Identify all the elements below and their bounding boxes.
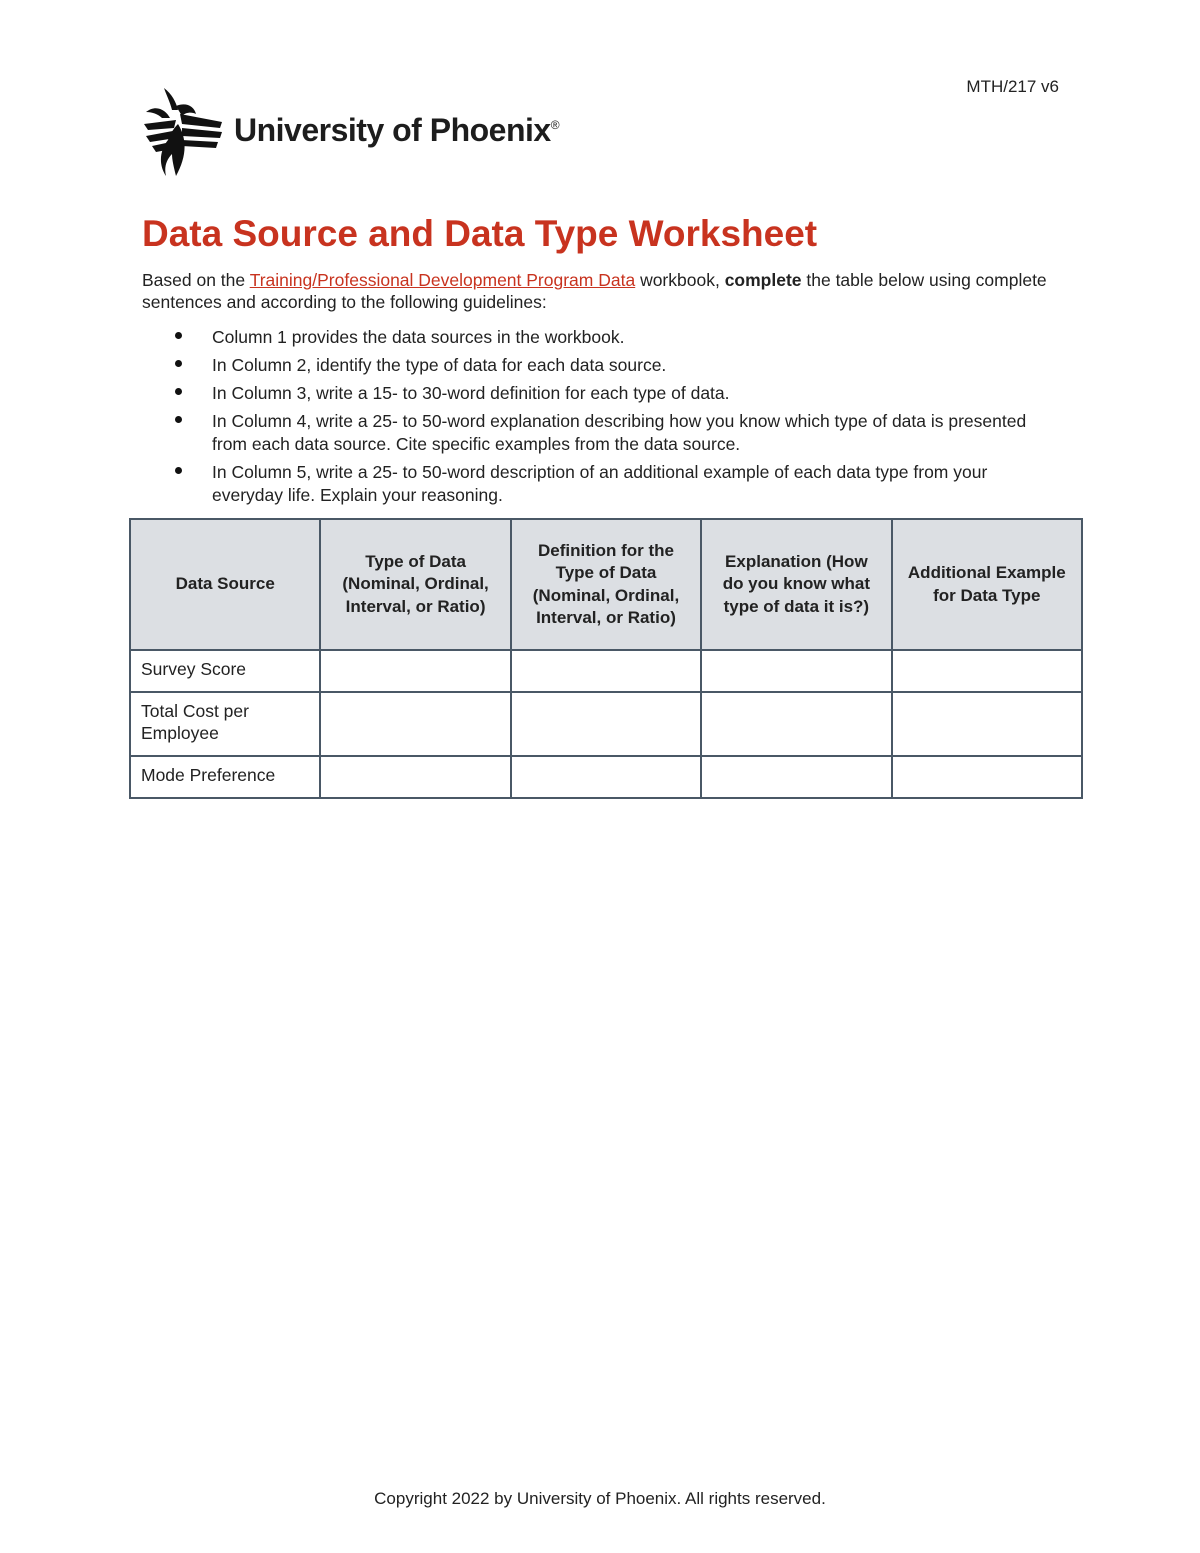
table-row xyxy=(130,756,1082,798)
bullet-icon xyxy=(175,332,182,339)
guideline-text: In Column 4, write a 25- to 50-word explanation describing how you know which type of data is presented from each data source. Cite specific examples from the data source. xyxy=(212,411,1027,454)
guidelines-list xyxy=(142,326,1062,512)
copyright-footer: Copyright 2022 by University of Phoenix. All rights reserved. xyxy=(374,1489,826,1508)
column-header-data-source: Data Source xyxy=(130,519,320,650)
page-title: Data Source and Data Type Worksheet xyxy=(142,213,818,254)
table-row xyxy=(130,650,1082,692)
guideline-item xyxy=(142,326,1062,349)
additional-example-cell[interactable] xyxy=(892,756,1082,798)
bullet-icon xyxy=(175,416,182,423)
intro-after: the table below using complete sentences and according to the following guidelines: xyxy=(142,270,1047,312)
intro-middle: workbook, xyxy=(635,270,725,290)
phoenix-bird-icon xyxy=(142,84,226,180)
data-source-cell: Mode Preference xyxy=(130,756,320,798)
logo-wordmark: University of Phoenix® xyxy=(234,112,560,148)
additional-example-cell[interactable] xyxy=(892,650,1082,692)
guideline-item xyxy=(142,382,1062,405)
university-logo xyxy=(142,84,562,180)
guideline-item xyxy=(142,461,1062,507)
bullet-icon xyxy=(175,388,182,395)
type-of-data-cell[interactable] xyxy=(320,650,510,692)
column-header-explanation: Explanation (How do you know what type of data it is?) xyxy=(701,519,891,650)
table-header-row xyxy=(130,519,1082,650)
guideline-text: Column 1 provides the data sources in the workbook. xyxy=(212,327,625,347)
additional-example-cell[interactable] xyxy=(892,692,1082,756)
type-of-data-cell[interactable] xyxy=(320,756,510,798)
guideline-text: In Column 5, write a 25- to 50-word description of an additional example of each data type from your everyday life. Explain your reasoning. xyxy=(212,462,988,505)
guideline-text: In Column 3, write a 15- to 30-word definition for each type of data. xyxy=(212,383,730,403)
type-of-data-cell[interactable] xyxy=(320,692,510,756)
intro-bold: complete xyxy=(724,270,802,290)
intro-before: Based on the xyxy=(142,270,250,290)
column-header-additional-example: Additional Example for Data Type xyxy=(892,519,1082,650)
bullet-icon xyxy=(175,360,182,367)
data-source-cell: Total Cost per Employee xyxy=(130,692,320,756)
workbook-link[interactable]: Training/Professional Development Program Data xyxy=(249,270,636,290)
explanation-cell[interactable] xyxy=(701,650,891,692)
guideline-text: In Column 2, identify the type of data for each data source. xyxy=(212,355,667,375)
explanation-cell[interactable] xyxy=(701,756,891,798)
definition-cell[interactable] xyxy=(511,756,701,798)
column-header-definition: Definition for the Type of Data (Nominal, Ordinal, Interval, or Ratio) xyxy=(511,519,701,650)
guideline-item xyxy=(142,354,1062,377)
column-header-type-of-data: Type of Data (Nominal, Ordinal, Interval, or Ratio) xyxy=(320,519,510,650)
course-code: MTH/217 v6 xyxy=(966,77,1059,96)
table-row xyxy=(130,692,1082,756)
guideline-item xyxy=(142,410,1062,456)
bullet-icon xyxy=(175,467,182,474)
definition-cell[interactable] xyxy=(511,692,701,756)
definition-cell[interactable] xyxy=(511,650,701,692)
data-source-cell: Survey Score xyxy=(130,650,320,692)
worksheet-table xyxy=(129,518,1083,799)
registered-mark: ® xyxy=(550,118,560,132)
intro-paragraph xyxy=(142,269,1062,313)
explanation-cell[interactable] xyxy=(701,692,891,756)
